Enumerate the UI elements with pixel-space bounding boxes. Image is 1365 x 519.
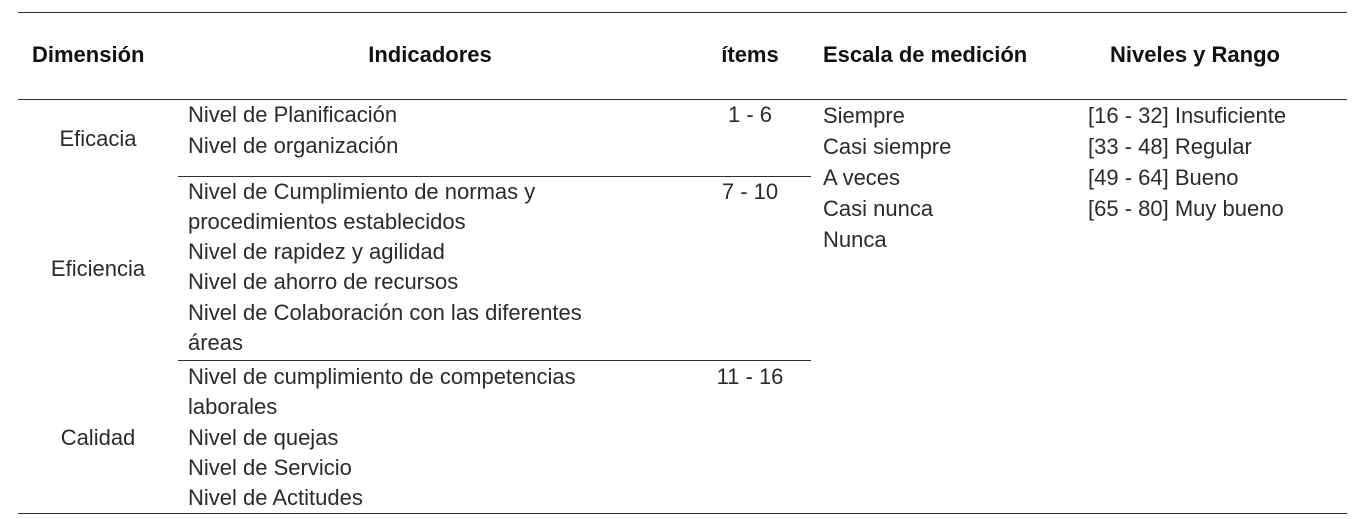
indicator: laborales xyxy=(188,394,278,419)
bottom-rule xyxy=(18,513,1347,514)
header-dimension: Dimensión xyxy=(32,42,145,67)
dimension-cell: Calidad xyxy=(60,425,136,450)
indicator: Nivel de ahorro de recursos xyxy=(188,269,459,294)
indicator: Nivel de rapidez y agilidad xyxy=(188,239,445,264)
header-levels: Niveles y Rango xyxy=(1110,42,1280,67)
top-rule xyxy=(18,12,1347,13)
dimension-cell: Eficiencia xyxy=(50,256,146,281)
row-divider xyxy=(178,360,811,361)
indicator: Nivel de quejas xyxy=(188,425,339,450)
indicator: Nivel de Servicio xyxy=(188,455,352,480)
items-cell: 7 - 10 xyxy=(721,179,779,204)
indicator: Nivel de organización xyxy=(188,133,399,158)
scale-option: Casi nunca xyxy=(823,196,934,221)
level-range: [49 - 64] Bueno xyxy=(1088,165,1239,190)
indicator: Nivel de cumplimiento de competencias xyxy=(188,364,576,389)
indicator: Nivel de Planificación xyxy=(188,102,398,127)
levels-list xyxy=(1088,100,1286,224)
indicator: Nivel de Colaboración con las diferentes xyxy=(188,300,582,325)
level-range: [33 - 48] Regular xyxy=(1088,134,1252,159)
indicator: Nivel de Cumplimiento de normas y xyxy=(188,179,536,204)
indicator: Nivel de Actitudes xyxy=(188,485,363,510)
header-scale: Escala de medición xyxy=(823,42,1028,67)
indicator: áreas xyxy=(188,330,244,355)
items-cell: 1 - 6 xyxy=(727,102,773,127)
dimension-cell: Eficacia xyxy=(59,126,137,151)
header-indicators: Indicadores xyxy=(368,42,492,67)
header-items: ítems xyxy=(721,42,779,67)
level-range: [65 - 80] Muy bueno xyxy=(1088,196,1284,221)
items-cell: 11 - 16 xyxy=(716,364,784,389)
scale-option: Casi siempre xyxy=(823,134,952,159)
scale-option: A veces xyxy=(823,165,901,190)
scale-option: Siempre xyxy=(823,103,905,128)
scale-list xyxy=(823,100,951,255)
scale-option: Nunca xyxy=(823,227,887,252)
level-range: [16 - 32] Insuficiente xyxy=(1088,103,1287,128)
indicator: procedimientos establecidos xyxy=(188,209,466,234)
